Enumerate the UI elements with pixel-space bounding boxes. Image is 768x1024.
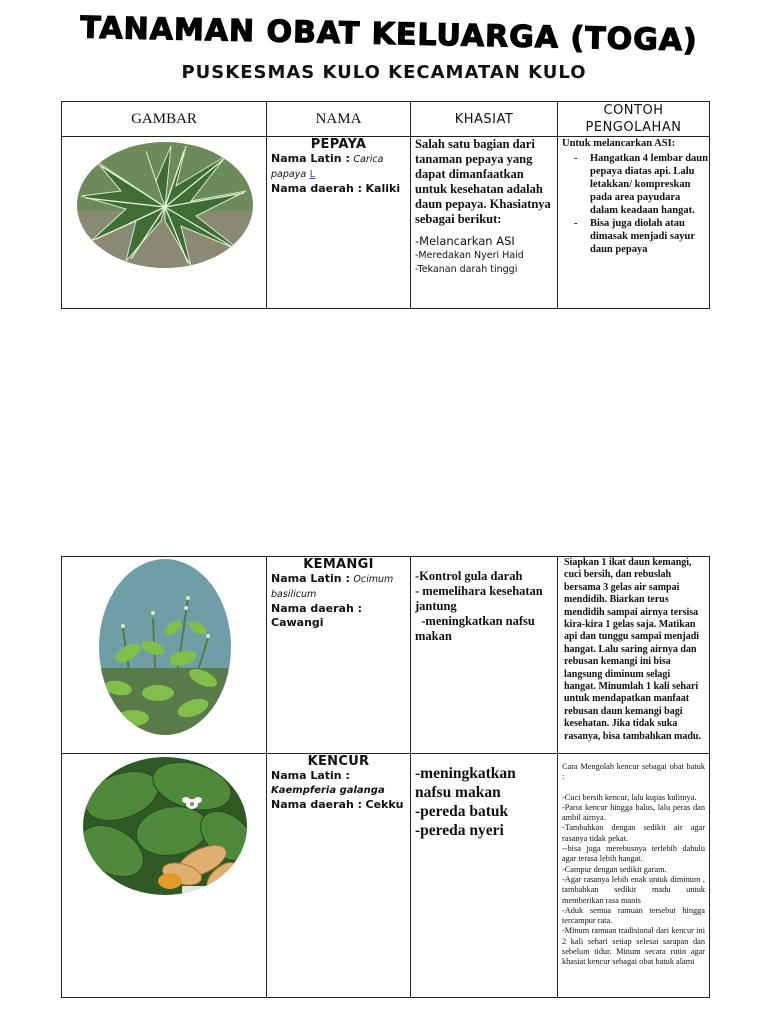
list-item: - Bisa juga diolah atau dimasak menjadi sayur daun pepaya bbox=[590, 217, 709, 256]
header-gambar: GAMBAR bbox=[62, 102, 267, 137]
pepaya-khasiat-text: Salah satu bagian dari tanaman pepaya yang dapat dimanfaatkan untuk kesehatan adalah daun pepaya. Khasiatnya sebagai berikut: bbox=[415, 137, 551, 226]
kencur-olah-item: -Tambahkan dengan sedikit air agar rasanya tidak pekat. bbox=[562, 823, 705, 843]
latin-label: Nama Latin : bbox=[271, 152, 350, 165]
table-row-pepaya bbox=[62, 137, 710, 309]
pepaya-daerah-row bbox=[267, 182, 410, 196]
kemangi-khasiat-item: -Kontrol gula darah bbox=[415, 569, 523, 583]
toga-table-2 bbox=[61, 556, 710, 998]
pepaya-khasiat-item: -Melancarkan ASI bbox=[415, 234, 515, 248]
kencur-khasiat-cell bbox=[411, 754, 558, 998]
kemangi-olah-cell bbox=[558, 557, 710, 754]
daerah-label: Nama daerah : bbox=[271, 602, 363, 615]
pepaya-khasiat-cell bbox=[411, 137, 558, 309]
table-header-row bbox=[62, 102, 710, 137]
kencur-olah-item: --bisa juga merebusnya terlebih dahulu agar terasa lebih hangat. bbox=[562, 844, 705, 864]
kemangi-latin-row bbox=[267, 572, 410, 602]
daerah-label: Nama daerah : bbox=[271, 798, 363, 811]
kencur-plant-image bbox=[82, 756, 248, 896]
kencur-daerah-row bbox=[267, 798, 410, 812]
kencur-olah-item: -Cuci bersih kencur, lalu kupas kulitnya. bbox=[562, 792, 697, 802]
pepaya-latin-row bbox=[267, 152, 410, 182]
kencur-olah-item: -Parut kencur hingga halus, lalu peras dan ambil airnya. bbox=[562, 802, 705, 823]
kencur-khasiat-item: -meningkatkan nafsu makan bbox=[415, 765, 516, 801]
kencur-olah-item: -Campur dengan sedikit garam. bbox=[562, 864, 667, 874]
kemangi-khasiat-item: -meningkatkan nafsu makan bbox=[415, 614, 538, 643]
kemangi-khasiat-item: - memelihara kesehatan jantung bbox=[415, 584, 543, 613]
kemangi-olah-text: Siapkan 1 ikat daun kemangi, cuci bersih, dan rebuslah bersama 3 gelas air sampai mendidih. Biarkan terus mendidih sampai airnya tersisa kira-kira 1 gelas saja. Matikan api dan tunggu sampai menjadi hangat. Lalu saring airnya dan rebusan kemangi ini bisa langsung diminum selagi hangat. Minumlah 1 kali sehari untuk mendapatkan manfaat rebusan daun kemangi bagi kesehatan. Jika tidak suka rasanya, bisa tambahkan madu. bbox=[564, 557, 701, 742]
daerah-label: Nama daerah : bbox=[271, 182, 363, 195]
kemangi-daerah-name: Cawangi bbox=[271, 616, 324, 629]
latin-label: Nama Latin : bbox=[271, 769, 350, 782]
pepaya-daerah-name: Kaliki bbox=[365, 182, 401, 195]
kemangi-latin-name: Ocimum basilicum bbox=[271, 574, 394, 600]
page-title-text: TANAMAN OBAT KELUARGA (TOGA) bbox=[79, 10, 699, 58]
toga-table-1 bbox=[61, 101, 710, 309]
latin-label: Nama Latin : bbox=[271, 572, 350, 585]
table-row-kencur bbox=[62, 754, 710, 998]
pepaya-khasiat-item: -Tekanan darah tinggi bbox=[415, 264, 518, 275]
pepaya-olah-list bbox=[558, 152, 709, 256]
page-subtitle: PUSKESMAS KULO KECAMATAN KULO bbox=[181, 62, 587, 83]
pepaya-image-cell bbox=[62, 137, 267, 309]
kencur-name-cell bbox=[267, 754, 411, 998]
pepaya-khasiat-item: -Meredakan Nyeri Haid bbox=[415, 250, 524, 261]
kemangi-khasiat-cell bbox=[411, 557, 558, 754]
kencur-olah-item: -Agar rasanya lebih enak untuk diminum , tambahkan sedikit madu untuk memberikan rasa manis bbox=[562, 874, 705, 905]
pepaya-leaf-image bbox=[76, 141, 254, 269]
kencur-khasiat-item: -pereda nyeri bbox=[415, 822, 504, 839]
kencur-daerah-name: Cekku bbox=[365, 798, 404, 811]
kencur-olah-item: -Aduk semua ramuan tersebut hingga tercampur rata. bbox=[562, 905, 705, 926]
kencur-olah-intro: Cara Mengolah kencur sebagai obat batuk : bbox=[562, 762, 705, 782]
kemangi-image-cell bbox=[62, 557, 267, 754]
kencur-khasiat-item: -pereda batuk bbox=[415, 803, 509, 820]
kencur-latin-row bbox=[267, 769, 410, 798]
header-contoh: CONTOH PENGOLAHAN bbox=[558, 102, 710, 137]
pepaya-latin-suffix-link[interactable]: L bbox=[309, 169, 316, 180]
pepaya-name: PEPAYA bbox=[310, 137, 367, 152]
kencur-olah-cell bbox=[558, 754, 710, 998]
kencur-image-cell bbox=[62, 754, 267, 998]
kencur-name: KENCUR bbox=[307, 754, 370, 769]
pepaya-olah-intro: Untuk melancarkan ASI: bbox=[562, 138, 676, 149]
pepaya-latin-name: Carica papaya bbox=[271, 154, 384, 180]
list-item: - Hangatkan 4 lembar daun pepaya diatas api. Lalu letakkan/ kompreskan pada area payudara dalam keadaan hangat. bbox=[590, 152, 709, 217]
kemangi-daerah-row bbox=[267, 602, 410, 630]
kemangi-plant-image bbox=[98, 558, 232, 736]
kencur-latin-name: Kaempferia galanga bbox=[271, 785, 385, 796]
pepaya-olah-cell bbox=[558, 137, 710, 309]
table-row-kemangi bbox=[62, 557, 710, 754]
kemangi-name: KEMANGI bbox=[303, 557, 374, 572]
pepaya-name-cell bbox=[267, 137, 411, 309]
page-title bbox=[64, 10, 714, 58]
header-nama: NAMA bbox=[267, 102, 411, 137]
kemangi-name-cell bbox=[267, 557, 411, 754]
header-khasiat: KHASIAT bbox=[411, 102, 558, 137]
kencur-olah-item: -Minum ramuan tradisional dari kencur ini 2 kali sehari setiap selesai sarapan dan sebelum tidur. Minum secara rutin agar khasiat kencur sebagai obat batuk alami bbox=[562, 926, 705, 967]
